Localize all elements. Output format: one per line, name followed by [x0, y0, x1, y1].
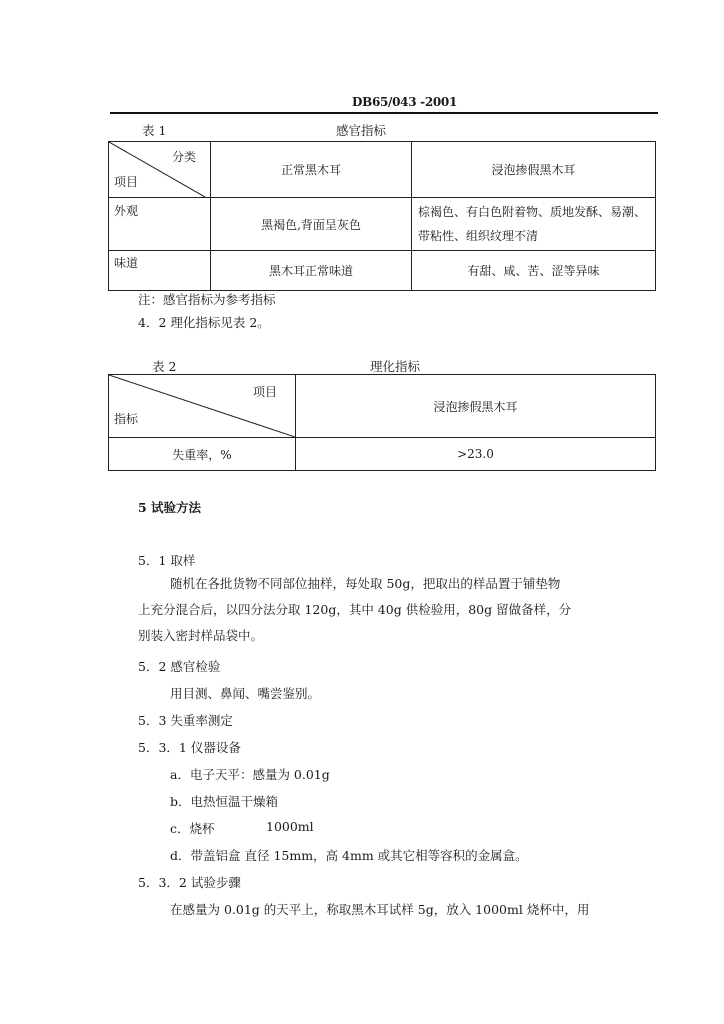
table2-label: 表 2	[152, 359, 177, 374]
equipment-item-b: b．电热恒温干燥箱	[170, 794, 279, 809]
table2	[108, 374, 656, 471]
section-5-3-2-text: 在感量为 0.01g 的天平上，称取黑木耳试样 5g，放入 1000ml 烧杯中，用	[170, 902, 590, 917]
section-5-1-line2: 上充分混合后，以四分法分取 120g，其中 40g 供检验用，80g 留做备样，分	[138, 602, 572, 617]
table1-note: 注：感官指标为参考指标	[138, 292, 276, 307]
table2-header-row	[109, 375, 656, 438]
header-rule	[110, 112, 658, 114]
section-5-3-title: 5．3 失重率测定	[138, 713, 233, 728]
table1-normal-value: 黑褐色,背面呈灰色	[211, 198, 412, 251]
table1-normal-value: 黑木耳正常味道	[211, 251, 412, 291]
table1	[108, 141, 656, 291]
table1-title: 感官指标	[336, 123, 387, 138]
table-row	[109, 438, 656, 471]
table2-col-fake: 浸泡掺假黑木耳	[296, 375, 656, 438]
section-5-1-line3: 别装入密封样品袋中。	[138, 628, 264, 643]
table2-diagonal-cell	[109, 375, 296, 438]
table1-item: 外观	[109, 198, 211, 251]
standard-code: DB65/043 -2001	[352, 95, 458, 109]
section-5-title: 5 试验方法	[138, 500, 202, 515]
table1-diagonal-cell	[109, 142, 211, 198]
section-5-3-2-title: 5．3．2 试验步骤	[138, 875, 241, 890]
table1-diag-bottom: 项目	[114, 175, 139, 189]
section-5-2-text: 用目测、鼻闻、嘴尝鉴别。	[170, 686, 321, 701]
table2-row-value: >23.0	[296, 438, 656, 471]
equipment-item-a: a．电子天平：感量为 0.01g	[170, 767, 330, 782]
section-5-2-title: 5．2 感官检验	[138, 659, 221, 674]
section-4-2: 4．2 理化指标见表 2。	[138, 315, 270, 330]
table1-item: 味道	[109, 251, 211, 291]
equipment-item-d: d．带盖铝盒 直径 15mm，高 4mm 或其它相等容积的金属盒。	[170, 848, 528, 863]
equipment-item-c-label: c．烧杯	[170, 821, 215, 836]
section-5-1-line1: 随机在各批货物不同部位抽样，每处取 50g，把取出的样品置于铺垫物	[170, 576, 561, 591]
table2-row-label: 失重率，%	[109, 438, 296, 471]
table1-header-row	[109, 142, 656, 198]
equipment-item-c-value: 1000ml	[266, 819, 314, 834]
table1-fake-value: 有甜、咸、苦、涩等异味	[412, 251, 656, 291]
section-5-3-1-title: 5．3．1 仪器设备	[138, 740, 241, 755]
table1-diag-top: 分类	[171, 150, 196, 164]
table-row	[109, 198, 656, 251]
table2-title: 理化指标	[370, 359, 421, 374]
table1-label: 表 1	[142, 123, 167, 138]
table1-col-fake: 浸泡掺假黑木耳	[412, 142, 656, 198]
table2-diag-top: 项目	[252, 385, 277, 399]
table1-fake-value: 棕褐色、有白色附着物、质地发酥、易潮、带粘性、组织纹理不清	[412, 198, 656, 251]
table1-col-normal: 正常黑木耳	[211, 142, 412, 198]
table2-diag-bottom: 指标	[114, 412, 139, 426]
section-5-1-title: 5．1 取样	[138, 553, 196, 568]
table-row	[109, 251, 656, 291]
